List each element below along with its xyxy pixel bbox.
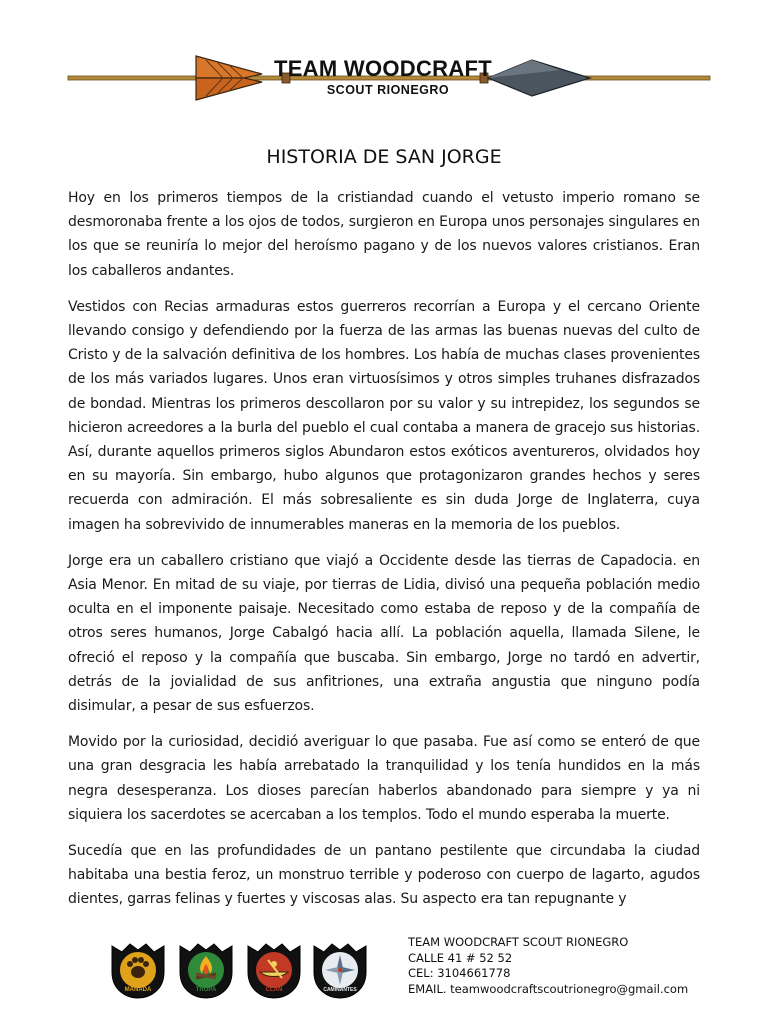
paragraph-1: Hoy en los primeros tiempos de la cristiandad cuando el vetusto imperio romano se desmoronaba frente a los ojos de todos, surgieron en Europa unos personajes singulares en los que se reuniría lo mejor del heroísmo pagano y de los nuevos valores cristianos. Eran los caballeros andantes. — [68, 190, 700, 279]
contact-phone: CEL: 3104661778 — [408, 966, 511, 980]
paragraph-3: Jorge era un caballero cristiano que viajó a Occidente desde las tierras de Capadocia. en Asia Menor. En mitad de su viaje, por tierras de Lidia, divisó una pequeña población medio oculta en el imponente paisaje. Necesitado como estaba de reposo y de la compañía de otros seres humanos, Jorge Cabalgó hacia allí. La población aquella, llamada Silene, le ofreció el reposo y la compañía que buscaba. Sin embargo, Jorge no tardó en advertir, detrás de la jovialidad de sus anfitriones, una extraña angustia que ninguno podía disimular, a pesar de sus esfuerzos. — [68, 552, 700, 715]
paragraph-4: Movido por la curiosidad, decidió averiguar lo que pasaba. Fue así como se enteró de que una gran desgracia les había arrebatado la tranquilidad y los tenía hundidos en la más negra desesperanza. Los dioses parecían haberlos abandonado para siempre y ya ni siquiera los sacerdotes se acercaban a los templos. Todo el mundo esperaba la muerte. — [68, 734, 700, 823]
badge-label: MANADA — [124, 987, 152, 993]
document-body — [68, 186, 700, 924]
contact-email[interactable]: EMAIL. teamwoodcraftscoutrionegro@gmail.com — [408, 981, 689, 996]
paragraph-2: Vestidos con Recias armaduras estos guerreros recorrían a Europa y el cercano Oriente llevando consigo y defendiendo por la fuerza de las armas las buenas nuevas del culto de Cristo y de la salvación definitiva de los hombres. Los había de muchas clases provenientes de los más variados lugares. Unos eran virtuosísimos y otros simples truhanes disfrazados de bondad. Mientras los primeros descollaron por su valor y su intrepidez, los segundos se hicieron acreedores a la burla del pueblo el cual contaba a manera de gracejo sus historias. Así, durante aquellos primeros siglos Abundaron estos exóticos aventureros, olvidados hoy en su mayoría. Sin embargo, hubo algunos que protagonizaron grandes hechos y seres recuerda con admiración. El más sobresaliente es sin duda Jorge de Inglaterra, cuya imagen ha sobrevivido de innumerables maneras en la memoria de los pueblos. — [68, 298, 700, 533]
caminantes-badge — [310, 938, 370, 1000]
badge-label: CAMINANTES — [323, 987, 357, 993]
contact-org: TEAM WOODCRAFT SCOUT RIONEGRO — [408, 935, 629, 949]
brand-subtitle: SCOUT RIONEGRO — [326, 83, 450, 97]
paragraph-5: Sucedía que en las profundidades de un pantano pestilente que circundaba la ciudad habitaba una bestia feroz, un monstruo terrible y poderoso con cuerpo de lagarto, agudos dientes, garras felinas y fuertes y viscosas alas. Su aspecto era tan repugnante y — [68, 843, 700, 908]
badge-label: CLAN — [265, 987, 283, 993]
header-logo — [0, 50, 768, 112]
page-title: HISTORIA DE SAN JORGE — [266, 146, 502, 168]
contact-address: CALLE 41 # 52 52 — [408, 950, 513, 965]
contact-info — [408, 935, 738, 997]
manada-badge — [108, 938, 168, 1000]
clan-badge — [244, 938, 304, 1000]
footer — [0, 930, 768, 1024]
badge-label: TROPA — [195, 987, 217, 993]
brand-title: TEAM WOODCRAFT — [273, 56, 493, 81]
tropa-badge — [176, 938, 236, 1000]
